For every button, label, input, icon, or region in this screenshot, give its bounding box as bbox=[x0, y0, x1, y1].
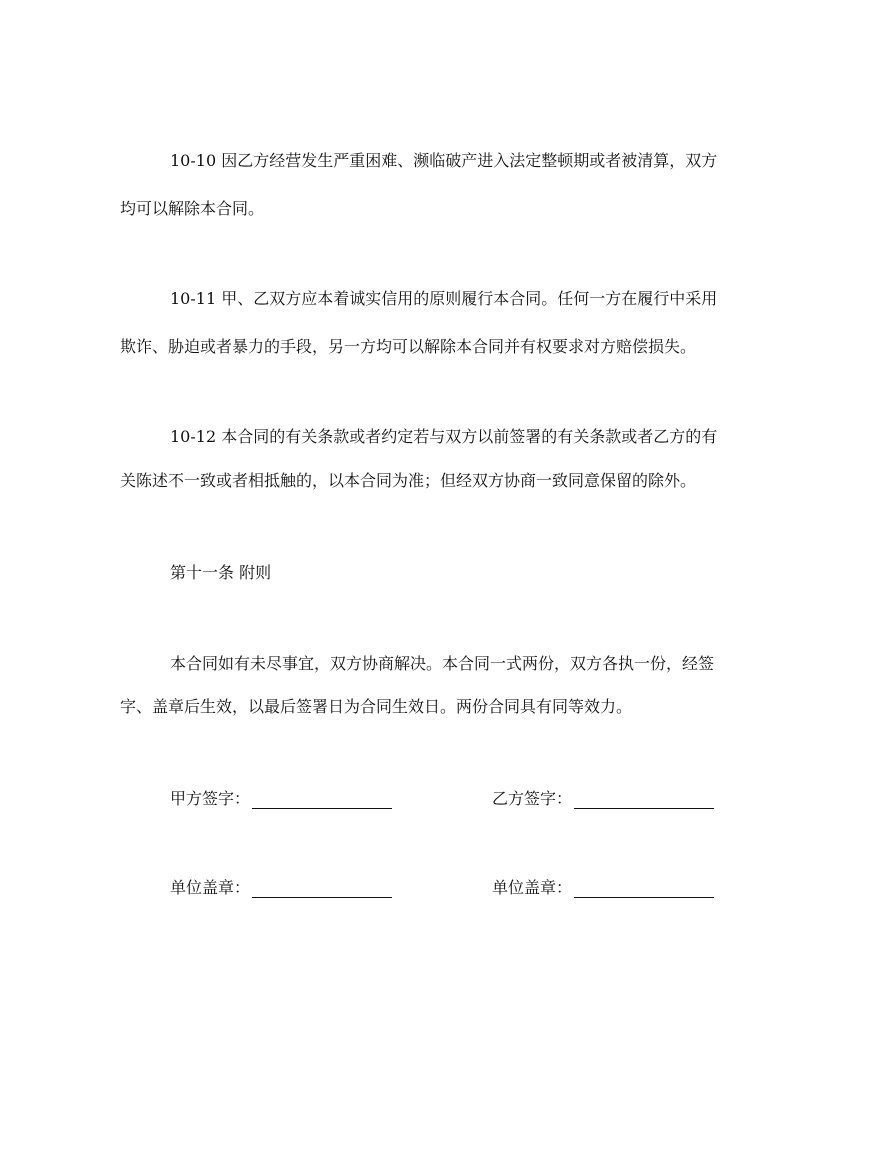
party-a-seal-label: 单位盖章： bbox=[170, 878, 251, 897]
clause-10-10-line-2: 均可以解除本合同。 bbox=[120, 199, 265, 218]
party-a-signature-field bbox=[170, 789, 392, 809]
party-a-seal-blank bbox=[252, 882, 392, 898]
party-b-seal-blank bbox=[574, 882, 714, 898]
clause-10-11-line-1: 10-11 甲、乙双方应本着诚实信用的原则履行本合同。任何一方在履行中采用 bbox=[170, 289, 718, 308]
article-11-body-line-2: 字、盖章后生效，以最后签署日为合同生效日。两份合同具有同等效力。 bbox=[120, 697, 633, 716]
clause-10-11-line-2: 欺诈、胁迫或者暴力的手段，另一方均可以解除本合同并有权要求对方赔偿损失。 bbox=[120, 337, 697, 356]
party-a-seal-field bbox=[170, 878, 392, 898]
clause-10-12-line-2: 关陈述不一致或者相抵触的，以本合同为准；但经双方协商一致同意保留的除外。 bbox=[120, 471, 697, 490]
party-b-signature-blank bbox=[574, 793, 714, 809]
party-a-signature-label: 甲方签字： bbox=[170, 789, 251, 808]
article-11-body-line-1: 本合同如有未尽事宜，双方协商解决。本合同一式两份，双方各执一份，经签 bbox=[170, 654, 715, 673]
party-a-signature-blank bbox=[252, 793, 392, 809]
party-b-seal-label: 单位盖章： bbox=[492, 878, 573, 897]
clause-10-10-line-1: 10-10 因乙方经营发生严重困难、濒临破产进入法定整顿期或者被清算，双方 bbox=[170, 151, 718, 170]
article-11-heading: 第十一条 附则 bbox=[170, 563, 272, 582]
party-b-signature-label: 乙方签字： bbox=[492, 789, 573, 808]
party-b-seal-field bbox=[492, 878, 714, 898]
clause-10-12-line-1: 10-12 本合同的有关条款或者约定若与双方以前签署的有关条款或者乙方的有 bbox=[170, 427, 718, 446]
party-b-signature-field bbox=[492, 789, 714, 809]
